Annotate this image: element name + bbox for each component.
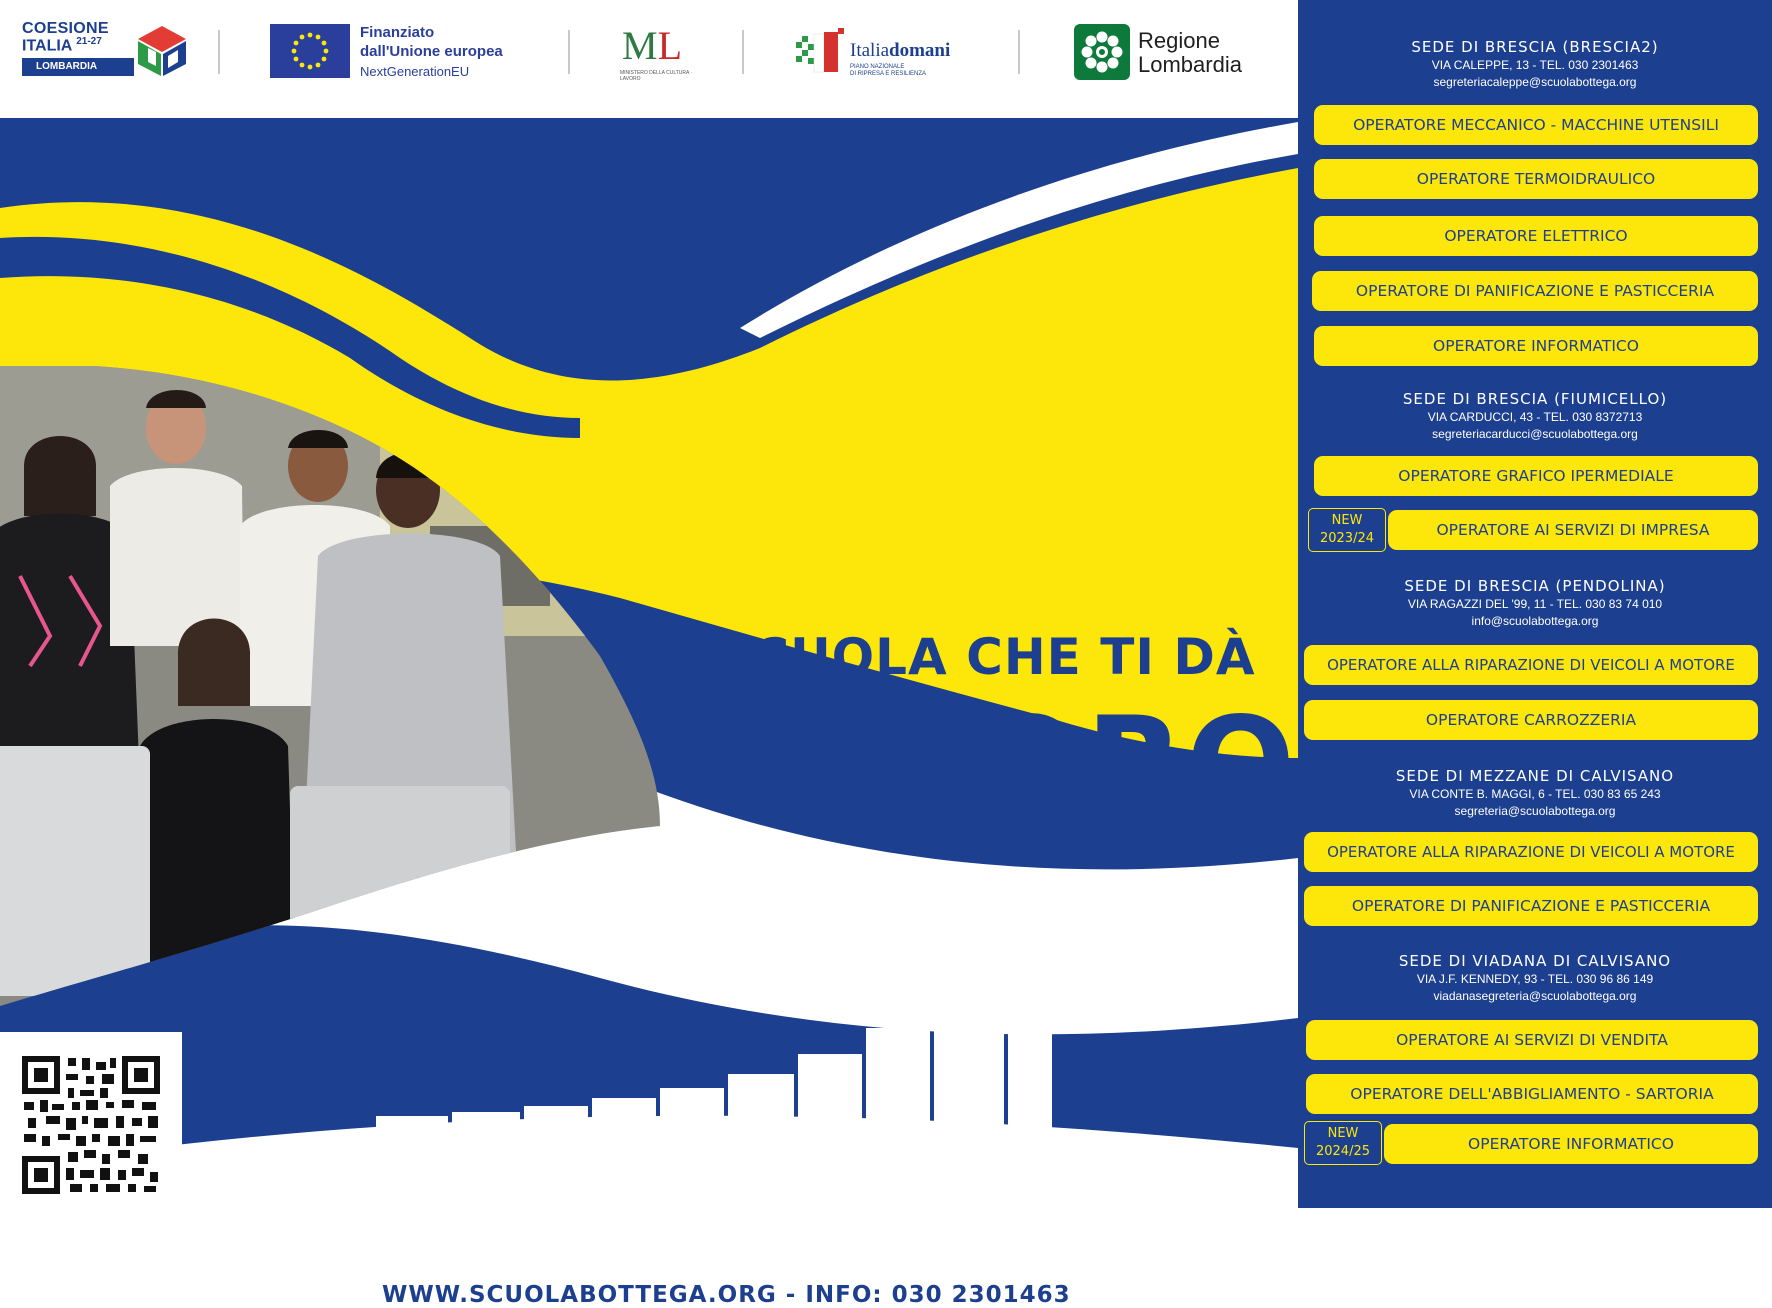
eu-flag-icon: [270, 24, 350, 78]
school-name: Scuola Bottega Artigiani Brescia: [374, 1157, 904, 1273]
coesione-years: 21-27: [76, 36, 102, 47]
course-button[interactable]: OPERATORE INFORMATICO: [1384, 1124, 1758, 1164]
headline: LA SCUOLA CHE TI DÀ: [624, 628, 1256, 686]
eu-line-1: Finanziato: [360, 24, 435, 41]
staircase-logo-icon: [376, 976, 1056, 1160]
eu-line-2: dall'Unione europea: [360, 43, 503, 60]
lombardia-line-2: Lombardia: [1138, 52, 1242, 77]
course-button[interactable]: OPERATORE GRAFICO IPERMEDIALE: [1314, 456, 1758, 496]
course-button[interactable]: OPERATORE DI PANIFICAZIONE E PASTICCERIA: [1304, 886, 1758, 926]
new-badge: NEW 2024/25: [1304, 1121, 1382, 1165]
course-button[interactable]: OPERATORE INFORMATICO: [1314, 326, 1758, 366]
sede-email[interactable]: viadanasegreteria@scuolabottega.org: [1433, 989, 1637, 1003]
qr-code-icon[interactable]: [22, 1056, 160, 1194]
course-button[interactable]: OPERATORE DELL'ABBIGLIAMENTO - SARTORIA: [1306, 1074, 1758, 1114]
course-button[interactable]: OPERATORE AI SERVIZI DI VENDITA: [1306, 1020, 1758, 1060]
italiadomani-subtitle: PIANO NAZIONALE DI RIPRESA E RESILIENZA: [850, 64, 927, 77]
pixel-flag-icon: [794, 28, 844, 74]
sede-email[interactable]: segreteriacarducci@scuolabottega.org: [1432, 427, 1638, 441]
website-contact[interactable]: WWW.SCUOLABOTTEGA.ORG - INFO: 030 2301463: [382, 1282, 1071, 1308]
sede-address: VIA CONTE B. MAGGI, 6 - TEL. 030 83 65 243: [1409, 787, 1661, 801]
ministero-monogram: ML: [622, 23, 683, 68]
logo-divider: [742, 30, 744, 74]
headline-big: LAVORO: [700, 690, 1297, 839]
lombardia-rose-icon: [1074, 24, 1130, 80]
course-button[interactable]: OPERATORE DI PANIFICAZIONE E PASTICCERIA: [1312, 271, 1758, 311]
italiadomani-name: Italiadomani: [850, 40, 951, 61]
sede-email[interactable]: segreteriacaleppe@scuolabottega.org: [1433, 75, 1637, 89]
course-button[interactable]: OPERATORE MECCANICO - MACCHINE UTENSILI: [1314, 105, 1758, 145]
course-button[interactable]: OPERATORE TERMOIDRAULICO: [1314, 159, 1758, 199]
coesione-subtitle: ITALIA $^{21-27}$: [22, 36, 102, 55]
students-photo: [0, 366, 660, 1006]
sede-title: SEDE DI BRESCIA (BRESCIA2): [1411, 38, 1659, 56]
sede-address: VIA CARDUCCI, 43 - TEL. 030 8372713: [1427, 410, 1643, 424]
lombardia-line-1: Regione: [1138, 28, 1220, 53]
coesione-cube-icon: [134, 22, 190, 80]
course-button[interactable]: OPERATORE CARROZZERIA: [1304, 700, 1758, 740]
course-button[interactable]: OPERATORE ELETTRICO: [1314, 216, 1758, 256]
sede-title: SEDE DI VIADANA DI CALVISANO: [1398, 952, 1672, 970]
sede-address: VIA CALEPPE, 13 - TEL. 030 2301463: [1431, 58, 1639, 72]
sede-address: VIA RAGAZZI DEL '99, 11 - TEL. 030 83 74 010: [1407, 597, 1663, 611]
sede-title: SEDE DI BRESCIA (FIUMICELLO): [1402, 390, 1668, 408]
italiadomani-logo: [794, 24, 974, 80]
sede-title: SEDE DI BRESCIA (PENDOLINA): [1404, 577, 1666, 595]
new-badge: NEW 2023/24: [1308, 508, 1386, 552]
sede-title: SEDE DI MEZZANE DI CALVISANO: [1395, 767, 1675, 785]
sede-email[interactable]: info@scuolabottega.org: [1471, 614, 1599, 628]
coesione-title: COESIONE: [22, 20, 109, 37]
ministero-caption: MINISTERO DELLA CULTURA · LAVORO: [620, 70, 693, 82]
ministero-logo: [620, 22, 694, 82]
sedi-sidebar: [1298, 0, 1772, 1208]
logo-divider: [568, 30, 570, 74]
sede-email[interactable]: segreteria@scuolabottega.org: [1454, 804, 1616, 818]
course-button[interactable]: OPERATORE ALLA RIPARAZIONE DI VEICOLI A MOTORE: [1304, 832, 1758, 872]
eu-nextgeneration-logo: [270, 24, 540, 80]
course-button[interactable]: OPERATORE ALLA RIPARAZIONE DI VEICOLI A MOTORE: [1304, 645, 1758, 685]
sede-address: VIA J.F. KENNEDY, 93 - TEL. 030 96 86 149: [1416, 972, 1654, 986]
coesione-region: LOMBARDIA: [22, 58, 134, 76]
logo-bar: [0, 0, 1298, 118]
course-button[interactable]: OPERATORE AI SERVIZI DI IMPRESA: [1388, 510, 1758, 550]
eu-line-3: NextGenerationEU: [360, 64, 470, 79]
regione-lombardia-logo: [1074, 22, 1274, 80]
logo-divider: [1018, 30, 1020, 74]
coesione-italia-logo: [22, 20, 172, 82]
logo-divider: [218, 30, 220, 74]
hero-visual: [0, 118, 1298, 1308]
